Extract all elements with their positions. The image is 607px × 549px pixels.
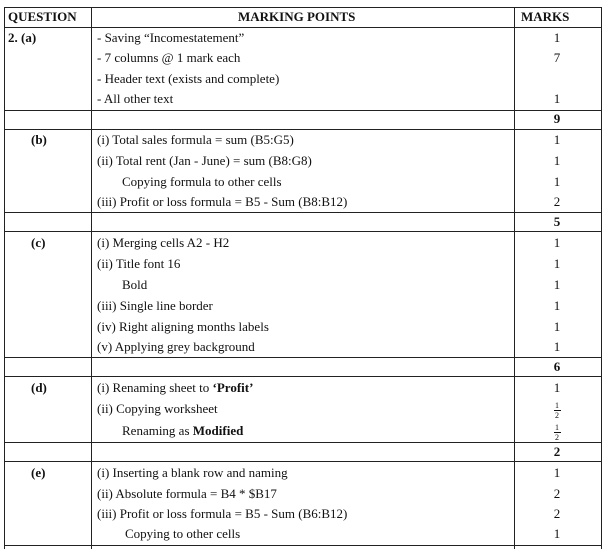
marking-point: (ii) Title font 16 [97, 256, 181, 271]
marking-point: Copying to other cells [125, 526, 241, 541]
mark-value: 1 [553, 153, 561, 168]
section-a-total-top [4, 110, 602, 111]
half-fraction [554, 402, 561, 419]
mark-value: 1 [553, 30, 561, 45]
mark-value: 1 [553, 526, 561, 541]
section-c-total-top [4, 357, 602, 358]
marking-point: - All other text [97, 91, 174, 106]
section-total-d: 2 [553, 444, 561, 459]
section-total-b: 5 [553, 214, 561, 229]
mark-value: 1 [553, 380, 561, 395]
marking-point [122, 423, 243, 439]
section-total-a: 9 [553, 111, 561, 126]
sheet-name-modified: Modified [192, 423, 244, 438]
mark-value: 1 [553, 298, 561, 313]
marking-point: (i) Inserting a blank row and naming [97, 465, 288, 480]
marking-point-text: Renaming as [122, 423, 193, 438]
header-marking-points: MARKING POINTS [238, 9, 356, 24]
mark-value: 7 [553, 50, 561, 65]
table-border-bottom [4, 545, 602, 546]
fraction-numerator: 1 [555, 422, 559, 432]
section-d-total-bottom [4, 461, 602, 462]
section-total-c: 6 [553, 359, 561, 374]
mark-value: 1 [553, 132, 561, 147]
half-fraction [554, 424, 561, 441]
table-border-right [601, 7, 602, 549]
mark-value: 1 [553, 174, 561, 189]
fraction-denominator: 2 [555, 410, 559, 420]
table-border-left [4, 7, 5, 549]
marking-point: (iv) Right aligning months labels [97, 319, 269, 334]
section-a-total-bottom [4, 129, 602, 130]
marking-point: Copying formula to other cells [122, 174, 282, 189]
mark-value: 1 [553, 235, 561, 250]
header-question: QUESTION [8, 9, 77, 24]
mark-value: 2 [553, 194, 561, 209]
marks-column-divider [514, 7, 515, 549]
fraction-denominator: 2 [555, 432, 559, 442]
marking-point: Bold [122, 277, 148, 292]
header-marks: MARKS [521, 9, 570, 24]
mark-value: 1 [553, 339, 561, 354]
marking-point: - Saving “Incomestatement” [97, 30, 245, 45]
marking-point: - 7 columns @ 1 mark each [97, 50, 241, 65]
mark-value: 1 [553, 319, 561, 334]
marking-point: (iii) Profit or loss formula = B5 - Sum (B8:B12) [97, 194, 348, 209]
marking-point: (v) Applying grey background [97, 339, 255, 354]
mark-value: 1 [553, 256, 561, 271]
section-b-total-top [4, 212, 602, 213]
mark-value: 2 [553, 506, 561, 521]
marking-point: (ii) Absolute formula = B4 * $B17 [97, 486, 277, 501]
question-column-divider [91, 7, 92, 549]
header-divider [4, 27, 602, 28]
marking-point: (iii) Single line border [97, 298, 213, 313]
marking-point: (i) Merging cells A2 - H2 [97, 235, 230, 250]
section-c-total-bottom [4, 376, 602, 377]
table-border-top [4, 7, 602, 8]
question-label-a: 2. (a) [8, 30, 37, 45]
marking-point: (ii) Copying worksheet [97, 401, 218, 416]
mark-value: 2 [553, 486, 561, 501]
marking-point: - Header text (exists and complete) [97, 71, 280, 86]
marking-point [97, 380, 253, 396]
question-label-e: (e) [31, 465, 46, 480]
section-b-total-bottom [4, 231, 602, 232]
marking-point: (iii) Profit or loss formula = B5 - Sum (B6:B12) [97, 506, 348, 521]
section-d-total-top [4, 442, 602, 443]
marking-point-text: (i) Renaming sheet to [97, 380, 213, 395]
mark-value-half [537, 423, 577, 441]
mark-value: 1 [553, 465, 561, 480]
mark-value: 1 [553, 277, 561, 292]
marking-point: (i) Total sales formula = sum (B5:G5) [97, 132, 294, 147]
mark-value-half [537, 401, 577, 419]
question-label-c: (c) [31, 235, 46, 250]
mark-value: 1 [553, 91, 561, 106]
question-label-d: (d) [31, 380, 47, 395]
fraction-numerator: 1 [555, 400, 559, 410]
marking-point: (ii) Total rent (Jan - June) = sum (B8:G8) [97, 153, 312, 168]
sheet-name-profit: ‘Profit’ [212, 380, 254, 395]
question-label-b: (b) [31, 132, 47, 147]
